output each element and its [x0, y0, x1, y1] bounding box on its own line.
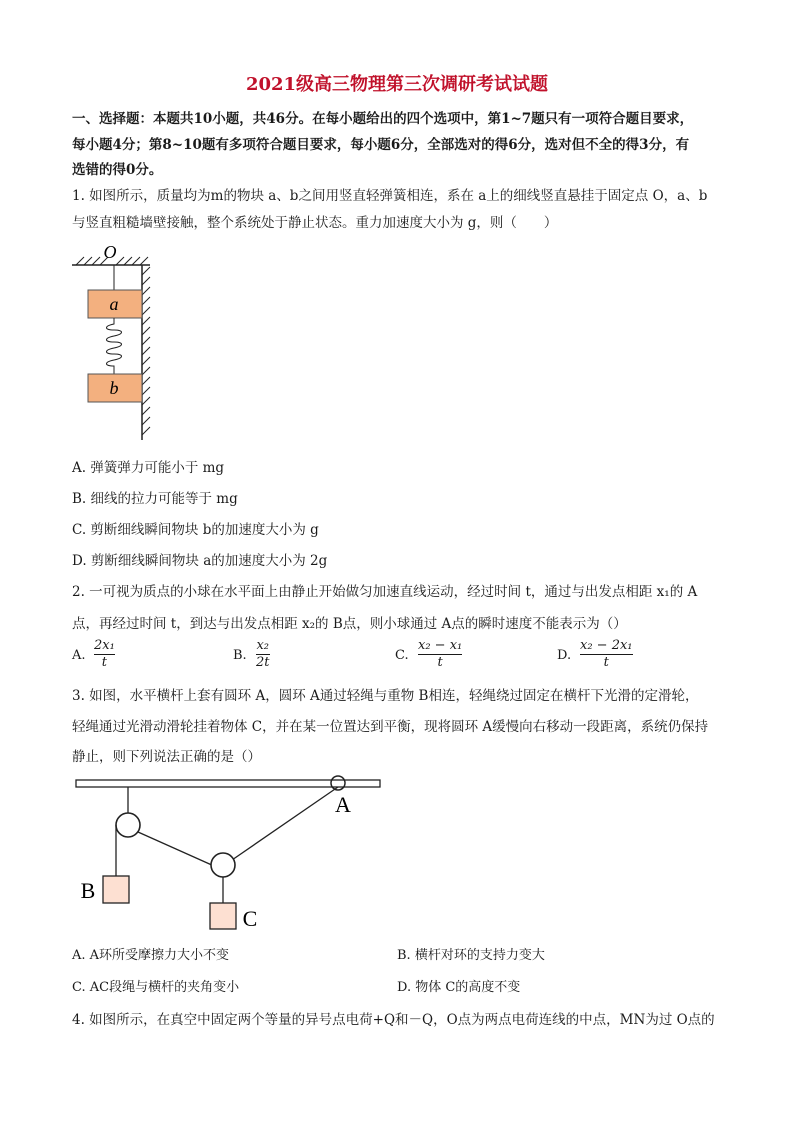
page-title: 2021级高三物理第三次调研考试试题	[245, 74, 549, 95]
q1-block-b-label: b	[109, 378, 119, 398]
q1-figure	[70, 240, 160, 445]
q2-stem-line-1: 2. 一可视为质点的小球在水平面上由静止开始做匀加速直线运动，经过时间 t，通过与出发点相距 x₁的 A	[72, 584, 698, 600]
q2-option-a-denominator: t	[101, 655, 108, 670]
q1-stem-line-2: 与竖直粗糙墙壁接触，整个系统处于静止状态。重力加速度大小为 g，则（ ）	[72, 215, 558, 231]
q3-label-b: B	[80, 878, 96, 903]
q3-block-c	[210, 903, 236, 929]
q2-option-d-letter: D.	[557, 648, 572, 663]
q1-option-a: A. 弹簧弹力可能小于 mg	[72, 460, 225, 476]
q2-option-a-fraction	[94, 638, 115, 671]
q2-option-c-fraction	[418, 638, 462, 671]
q3-label-a: A	[335, 792, 351, 817]
q1-option-b: B. 细线的拉力可能等于 mg	[72, 491, 238, 507]
q3-stem-line-2: 轻绳通过光滑动滑轮挂着物体 C，并在某一位置达到平衡，现将圆环 A缓慢向右移动一段距离，系统仍保持	[72, 719, 709, 735]
q2-option-c-numerator: x₂ − x₁	[418, 638, 463, 653]
q3-option-b: B. 横杆对环的支持力变大	[397, 948, 545, 963]
q3-horizontal-bar	[76, 780, 380, 787]
q3-figure	[70, 770, 390, 935]
section-instructions-line-3: 选错的得0分。	[72, 162, 163, 178]
q4-stem-line-1: 4. 如图所示，在真空中固定两个等量的异号点电荷+Q和－Q，O点为两点电荷连线的中点，MN为过 O点的	[72, 1012, 715, 1028]
q2-option-d-numerator: x₂ − 2x₁	[580, 638, 633, 653]
q3-option-c: C. AC段绳与横杆的夹角变小	[72, 980, 240, 995]
q2-stem-line-2: 点，再经过时间 t，到达与出发点相距 x₂的 B点，则小球通过 A点的瞬时速度不能表示为（）	[72, 616, 627, 632]
q2-option-a-numerator: 2x₁	[94, 638, 115, 653]
q2-option-b-fraction	[256, 638, 270, 671]
q3-movable-pulley	[211, 853, 235, 877]
section-instructions-line-2: 每小题4分；第8~10题有多项符合题目要求，每小题6分，全部选对的得6分，选对但不全的得3分，有	[72, 137, 690, 153]
q1-spring	[107, 318, 122, 374]
q3-option-a: A. A环所受摩擦力大小不变	[72, 948, 230, 963]
q2-option-c-letter: C.	[395, 648, 409, 663]
q3-fixed-pulley	[116, 813, 140, 837]
q1-option-c: C. 剪断细线瞬间物块 b的加速度大小为 g	[72, 522, 319, 538]
q1-option-d: D. 剪断细线瞬间物块 a的加速度大小为 2g	[72, 553, 328, 569]
section-instructions-line-1: 一、选择题：本题共10小题，共46分。在每小题给出的四个选项中，第1~7题只有一项符合题目要求，	[72, 111, 694, 127]
q2-option-b-numerator: x₂	[256, 638, 270, 653]
q2-option-a-letter: A.	[72, 648, 86, 663]
q2-option-d-denominator: t	[603, 655, 609, 670]
q2-option-b-denominator: 2t	[256, 655, 270, 670]
q2-option-d-fraction	[580, 638, 633, 671]
q3-stem-line-3: 静止，则下列说法正确的是（）	[72, 749, 261, 765]
q3-option-d: D. 物体 C的高度不变	[397, 980, 521, 995]
q3-label-c: C	[242, 906, 258, 931]
q1-block-a-label: a	[109, 294, 119, 314]
q1-stem-line-1: 1. 如图所示，质量均为m的物块 a、b之间用竖直轻弹簧相连，系在 a上的细线竖直悬挂于固定点 O，a、b	[72, 188, 708, 204]
q3-block-b	[103, 876, 129, 903]
q2-option-b-letter: B.	[233, 648, 247, 663]
q2-option-c-denominator: t	[437, 655, 443, 670]
q1-point-o-label: O	[103, 242, 117, 262]
q3-stem-line-1: 3. 如图，水平横杆上套有圆环 A，圆环 A通过轻绳与重物 B相连，轻绳绕过固定在横杆下光滑的定滑轮，	[72, 688, 699, 704]
